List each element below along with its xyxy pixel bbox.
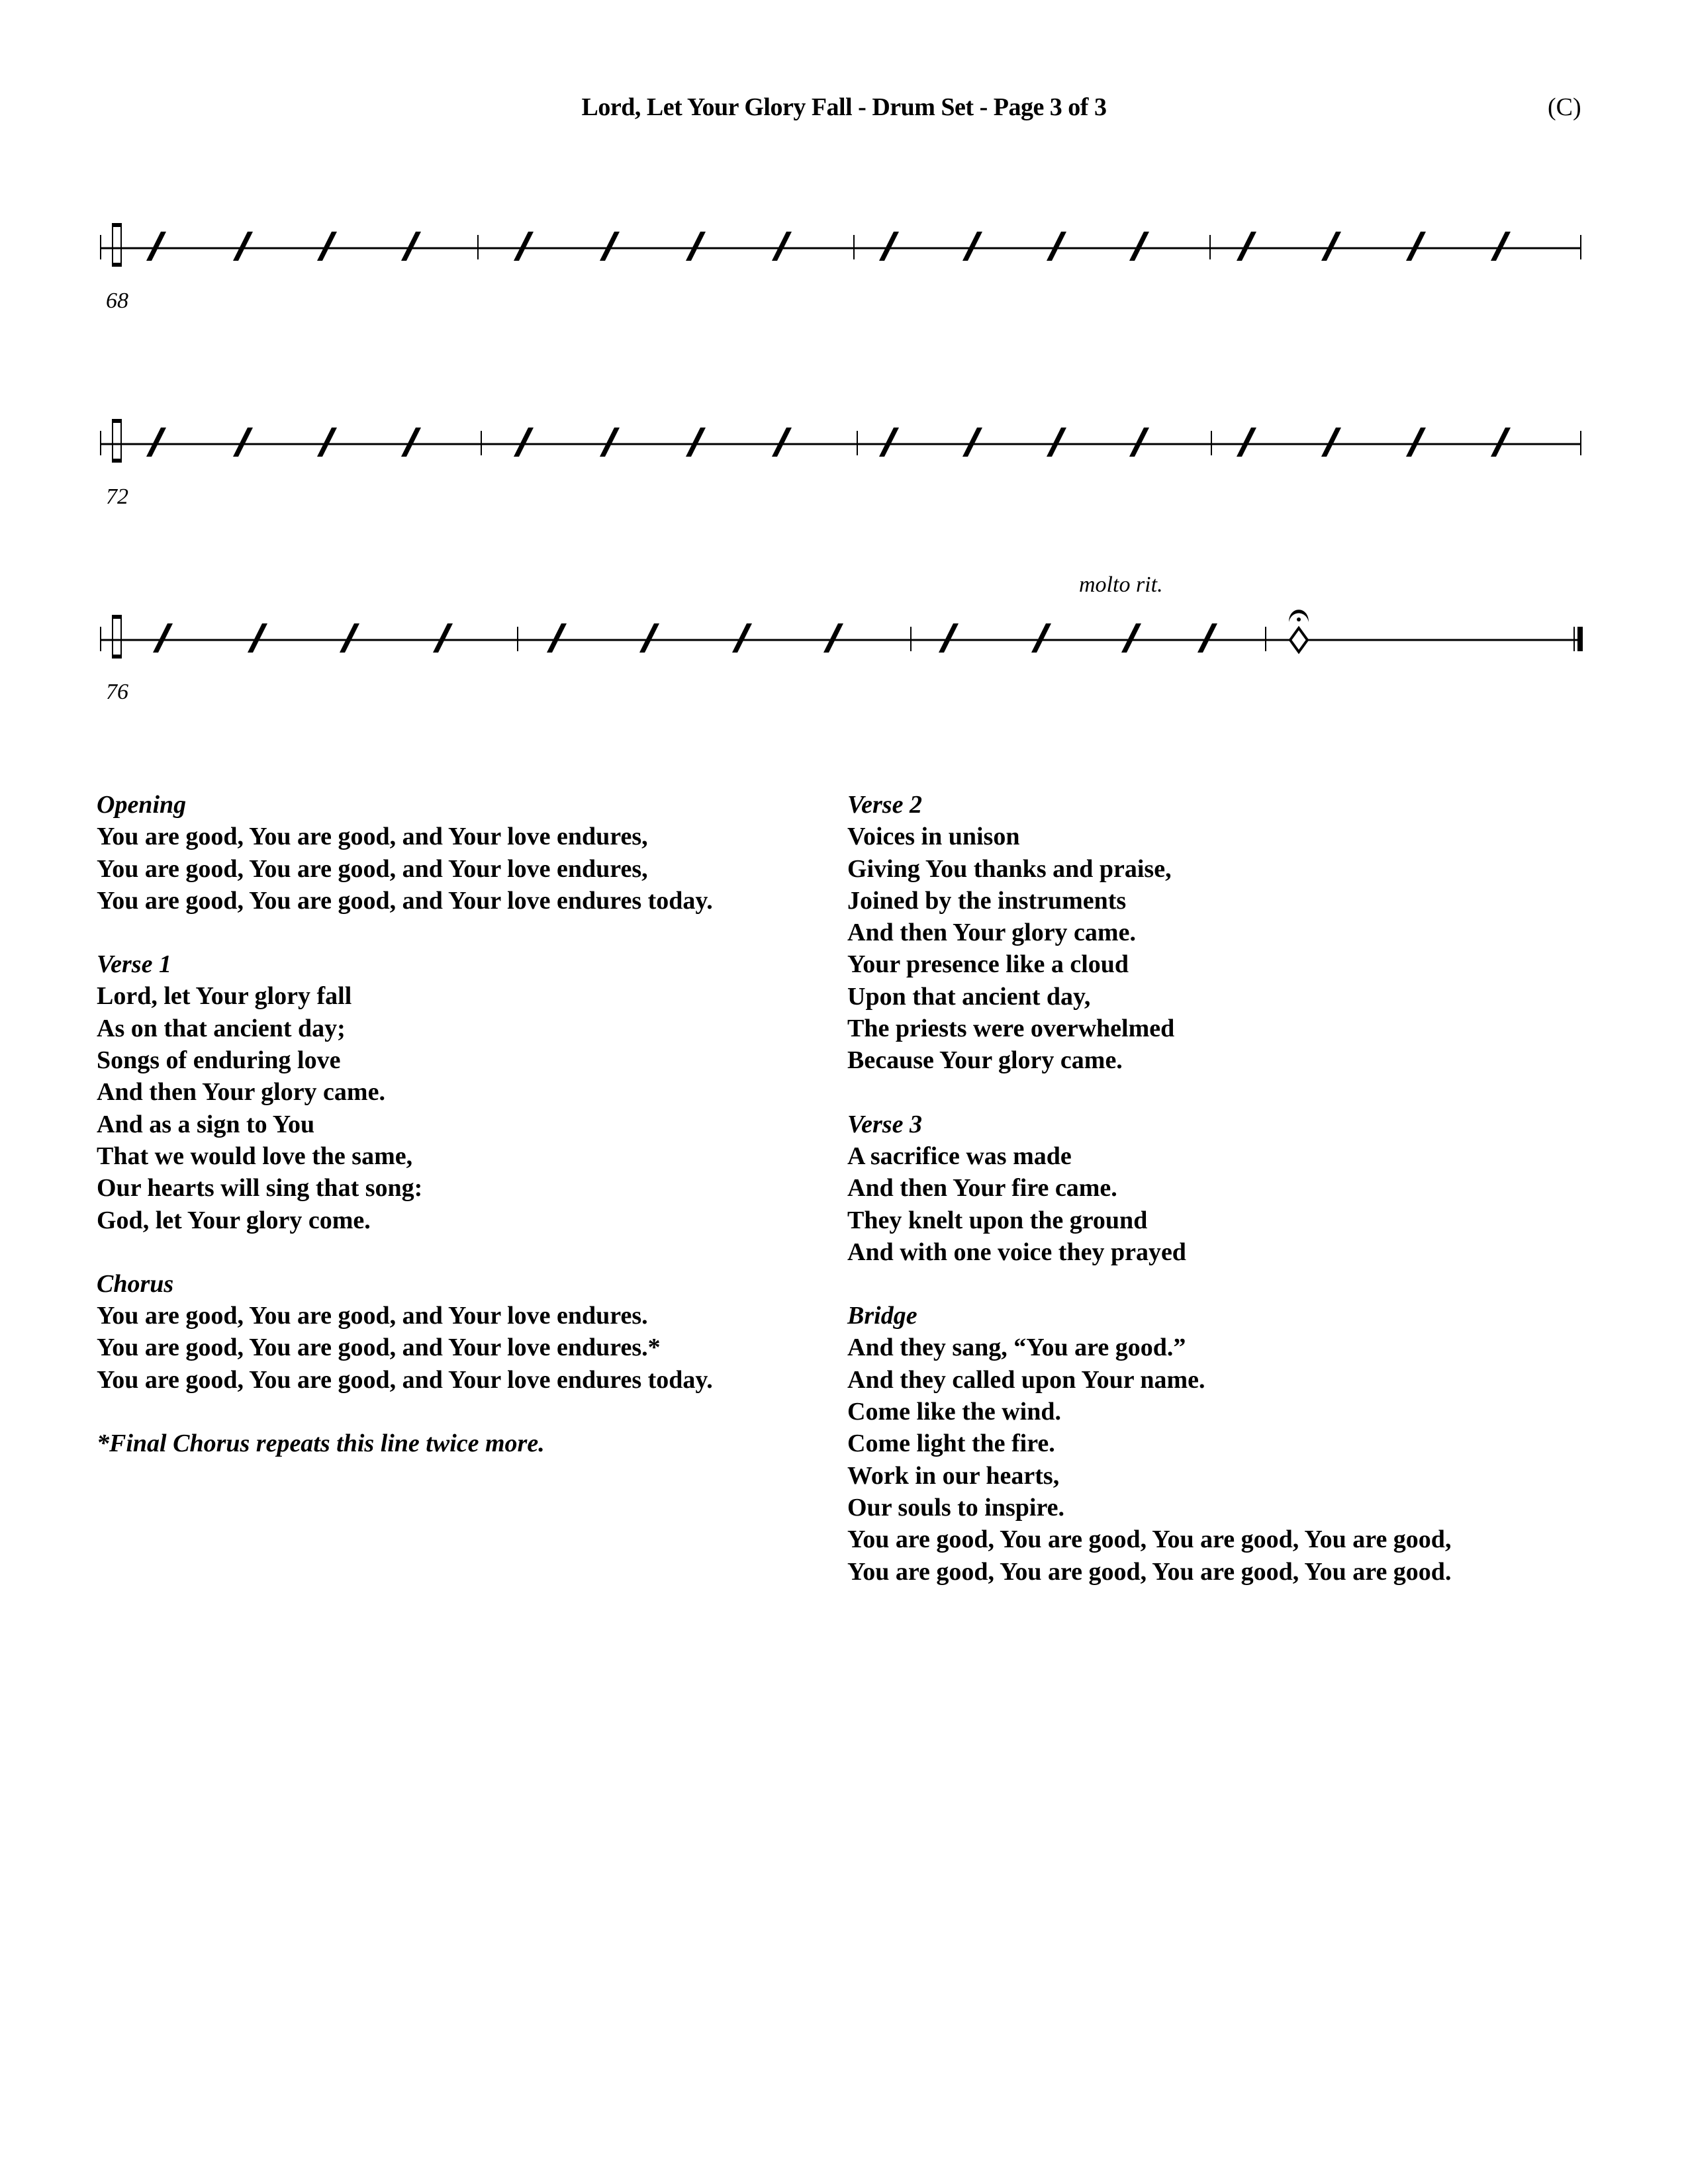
lyric-line: You are good, You are good, and Your love endures today. xyxy=(97,1365,713,1394)
section-heading: Verse 2 xyxy=(847,791,922,819)
lyric-line: Upon that ancient day, xyxy=(847,982,1091,1011)
tempo-marking-molto-rit: molto rit. xyxy=(1079,572,1163,597)
lyrics-section-bridge xyxy=(847,1300,1451,1588)
lyric-line: Your presence like a cloud xyxy=(847,950,1129,979)
staff-row-68 xyxy=(101,224,1581,266)
lyric-line: You are good, You are good, You are good, You are good. xyxy=(847,1557,1452,1586)
lyric-line: Work in our hearts, xyxy=(847,1461,1060,1490)
lyric-line: And then Your glory came. xyxy=(97,1078,385,1107)
part-label: (C) xyxy=(1548,93,1581,121)
lyric-line: Giving You thanks and praise, xyxy=(847,854,1172,883)
lyric-line: And with one voice they prayed xyxy=(847,1238,1186,1266)
lyric-line: And as a sign to You xyxy=(97,1110,315,1138)
lyric-line: Lord, let Your glory fall xyxy=(97,982,352,1011)
lyric-line: And then Your glory came. xyxy=(847,919,1136,947)
lyric-line: That we would love the same, xyxy=(97,1142,413,1170)
staff-row-72 xyxy=(101,420,1581,462)
lyric-line: And they called upon Your name. xyxy=(847,1365,1205,1394)
lyric-line: And then Your fire came. xyxy=(847,1174,1117,1203)
lyric-line: A sacrifice was made xyxy=(847,1142,1072,1170)
lyric-line: You are good, You are good, and Your love endures. xyxy=(97,1302,648,1330)
lyrics-section-verse-2 xyxy=(847,789,1451,1077)
lyric-line: The priests were overwhelmed xyxy=(847,1015,1175,1043)
staff-row-76 xyxy=(101,610,1583,658)
lyrics-section-verse-3 xyxy=(847,1109,1451,1268)
lyric-line: You are good, You are good, and Your love endures.* xyxy=(97,1334,661,1362)
measure-number-72: 72 xyxy=(106,484,128,509)
lyric-line: Our souls to inspire. xyxy=(847,1493,1065,1522)
lyric-line: Joined by the instruments xyxy=(847,886,1127,915)
lyrics-section-verse-1 xyxy=(97,948,713,1236)
section-heading: Chorus xyxy=(97,1269,174,1298)
measure-number-76: 76 xyxy=(106,680,128,704)
lyric-line: God, let Your glory come. xyxy=(97,1206,371,1234)
footnote: *Final Chorus repeats this line twice more. xyxy=(97,1430,545,1458)
lyric-line: Come light the fire. xyxy=(847,1430,1055,1458)
section-heading: Opening xyxy=(97,791,187,819)
lyrics-section-chorus xyxy=(97,1268,713,1396)
lyric-line: Voices in unison xyxy=(847,823,1020,851)
section-heading: Bridge xyxy=(847,1302,917,1330)
lyric-line: You are good, You are good, You are good, You are good, xyxy=(847,1525,1452,1554)
lyric-line: And they sang, “You are good.” xyxy=(847,1334,1186,1362)
measure-number-68: 68 xyxy=(106,289,128,313)
lyric-line: You are good, You are good, and Your love endures, xyxy=(97,854,648,883)
section-heading: Verse 1 xyxy=(97,950,171,979)
lyric-line: Because Your glory came. xyxy=(847,1046,1123,1075)
page-title: Lord, Let Your Glory Fall - Drum Set - Page 3 of 3 xyxy=(581,93,1107,121)
section-heading: Verse 3 xyxy=(847,1110,922,1138)
lyrics-left-column xyxy=(97,789,713,1459)
lyric-line: They knelt upon the ground xyxy=(847,1206,1148,1234)
lyric-line: Come like the wind. xyxy=(847,1398,1061,1426)
lyric-line: As on that ancient day; xyxy=(97,1014,346,1042)
lyric-line: You are good, You are good, and Your love endures, xyxy=(97,823,648,851)
lyrics-right-column xyxy=(847,789,1451,1619)
lyric-line: Our hearts will sing that song: xyxy=(97,1174,423,1203)
lyrics-section-opening xyxy=(97,789,713,917)
lyric-line: Songs of enduring love xyxy=(97,1046,341,1075)
lyric-line: You are good, You are good, and Your love endures today. xyxy=(97,886,713,915)
